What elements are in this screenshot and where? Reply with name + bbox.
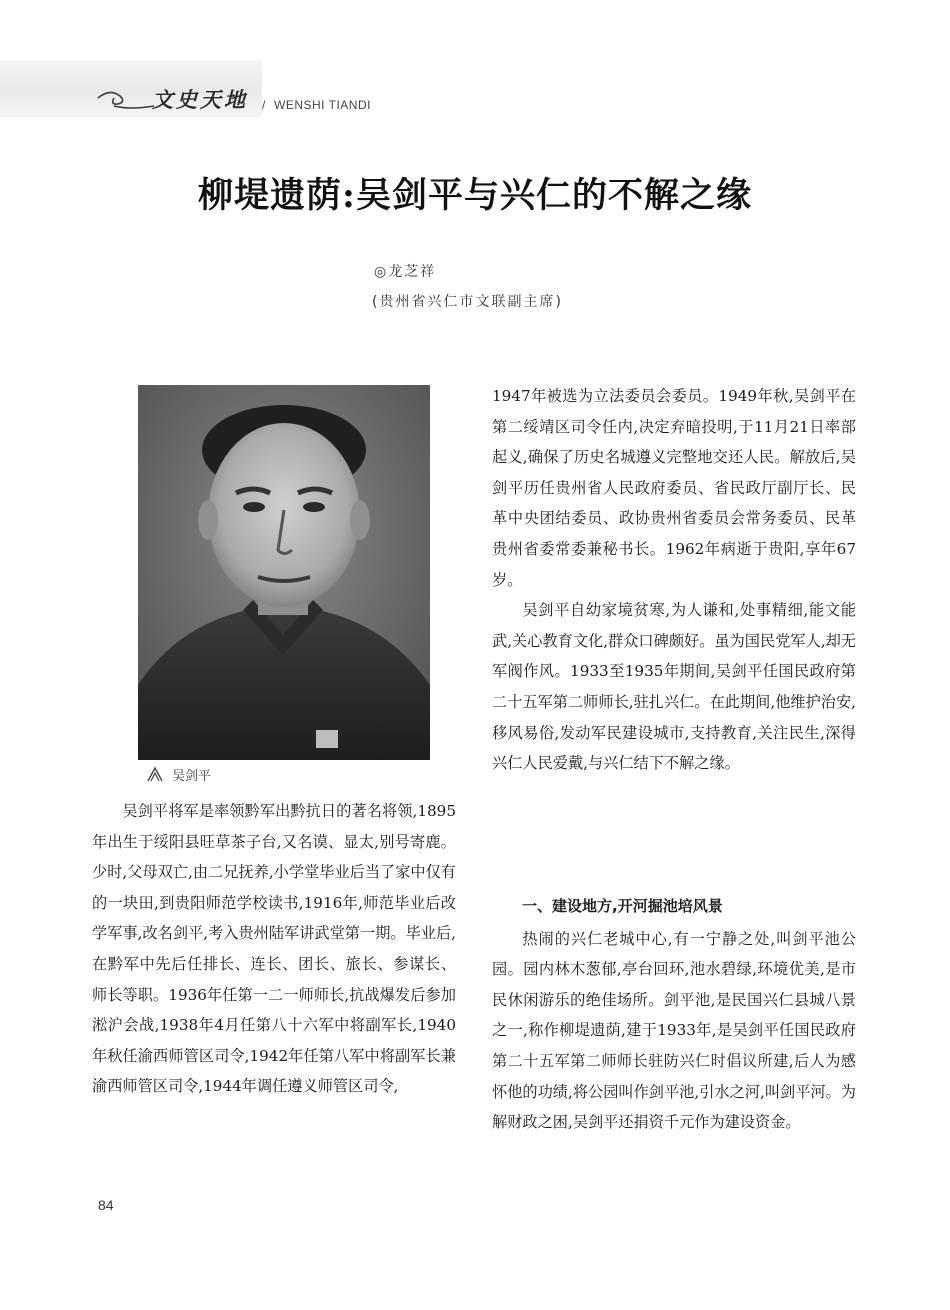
header-separator: / [262, 98, 266, 112]
page-number: 84 [98, 1197, 114, 1213]
section-heading: 一、建设地方,开河掘池培风景 [522, 897, 723, 915]
body-paragraph: 吴剑平将军是率领黔军出黔抗日的著名将领,1895年出生于绥阳县旺草茶子台,又名谟、显太,别号寄鹿。少时,父母双亡,由二兄抚养,小学堂毕业后当了家中仅有的一块田,到贵阳师范学校读书,1916年,师范毕业后改学军事,改名剑平,考入贵州陆军讲武堂第一期。毕业后,在黔军中先后任排长、连长、团长、旅长、参谋长、师长等职。1936年任第一二一师师长,抗战爆发后参加淞沪会战,1938年4月任第八十六军中将副军长,1940年秋任渝西师管区司令,1942年任第八军中将副军长兼渝西师管区司令,1944年调任遵义师管区司令, [92, 802, 456, 1096]
article-author: ◎龙芝祥 [374, 264, 437, 280]
caption-triangle-icon [146, 766, 164, 782]
section-logo: 文史天地 [152, 87, 248, 112]
body-paragraph: 吴剑平自幼家境贫寒,为人谦和,处事精细,能文能武,关心教育文化,群众口碑颇好。虽为国民党军人,却无军阀作风。1933至1935年期间,吴剑平任国民政府第二十五军第二师师长,驻扎兴仁。在此期间,他维护治安,移风易俗,发动军民建设城市,支持教育,关注民生,深得兴仁人民爱戴,与兴仁结下不解之缘。 [492, 601, 856, 773]
body-paragraph: 热闹的兴仁老城中心,有一宁静之处,叫剑平池公园。园内林木葱郁,亭台回环,池水碧绿,环境优美,是市民休闲游乐的绝佳场所。剑平池,是民国兴仁县城八景之一,称作柳堤遗荫,建于1933年,是吴剑平任国民政府第二十五军第二师师长驻防兴仁时倡议所建,后人为感怀他的功绩,将公园叫作剑平池,引水之河,叫剑平河。为解财政之困,吴剑平还捐资千元作为建设资金。 [492, 929, 856, 1132]
photo-caption: 吴剑平 [172, 769, 212, 784]
body-paragraph: 1947年被选为立法委员会委员。1949年秋,吴剑平在第二绥靖区司令任内,决定弃暗投明,于11月21日率部起义,确保了历史名城遵义完整地交还人民。解放后,吴剑平历任贵州省人民政府委员、省民政厅副厅长、民革中央团结委员、政协贵州省委员会常务委员、民革贵州省委常委兼秘书长。1962年病逝于贵阳,享年67岁。 [492, 387, 856, 589]
right-column [492, 381, 856, 779]
section-subtitle: WENSHI TIANDI [274, 98, 371, 112]
author-affiliation: (贵州省兴仁市文联副主席) [372, 294, 563, 310]
swirl-ornament-icon [96, 84, 156, 114]
portrait-photo [138, 385, 430, 760]
left-column [92, 796, 456, 1102]
right-column-section [492, 891, 856, 1138]
article-title: 柳堤遗荫:吴剑平与兴仁的不解之缘 [198, 175, 752, 216]
